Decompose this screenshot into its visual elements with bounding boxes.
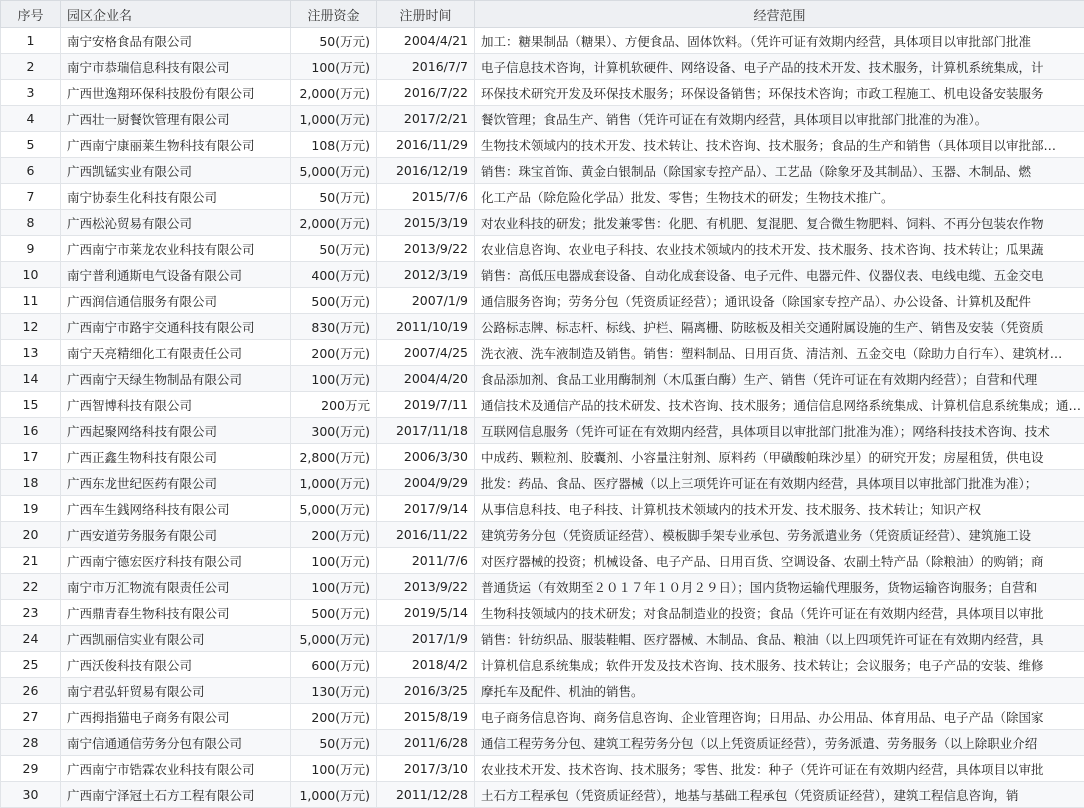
registered-capital: 1,000(万元) — [291, 470, 377, 496]
table-row[interactable] — [1, 678, 1084, 704]
registered-capital: 200(万元) — [291, 340, 377, 366]
row-number: 10 — [1, 262, 61, 288]
table-row[interactable] — [1, 626, 1084, 652]
company-name: 南宁市万汇物流有限责任公司 — [61, 574, 291, 600]
registered-capital: 1,000(万元) — [291, 106, 377, 132]
table-row[interactable] — [1, 496, 1084, 522]
business-scope: 公路标志牌、标志杆、标线、护栏、隔离栅、防眩板及相关交通附属设施的生产、销售及安装（凭资质 — [475, 314, 1084, 340]
registered-capital: 300(万元) — [291, 418, 377, 444]
company-name: 广西车生銭网络科技有限公司 — [61, 496, 291, 522]
registration-date: 2019/7/11 — [377, 392, 475, 418]
business-scope: 生物技术领域内的技术开发、技术转让、技术咨询、技术服务；食品的生产和销售（具体项目以审批部… — [475, 132, 1084, 158]
row-number: 3 — [1, 80, 61, 106]
registration-date: 2011/10/19 — [377, 314, 475, 340]
registration-date: 2004/4/20 — [377, 366, 475, 392]
table-row[interactable] — [1, 106, 1084, 132]
registration-date: 2011/6/28 — [377, 730, 475, 756]
registration-date: 2017/3/10 — [377, 756, 475, 782]
business-scope: 生物科技领域内的技术研发；对食品制造业的投资；食品（凭许可证在有效期内经营，具体项目以审批 — [475, 600, 1084, 626]
row-number: 28 — [1, 730, 61, 756]
row-number: 29 — [1, 756, 61, 782]
header-row — [1, 1, 1084, 28]
business-scope: 餐饮管理；食品生产、销售（凭许可证在有效期内经营，具体项目以审批部门批准的为准）。 — [475, 106, 1084, 132]
registration-date: 2015/8/19 — [377, 704, 475, 730]
registered-capital: 200(万元) — [291, 522, 377, 548]
row-number: 2 — [1, 54, 61, 80]
table-row[interactable] — [1, 730, 1084, 756]
registration-date: 2007/4/25 — [377, 340, 475, 366]
registration-date: 2011/12/28 — [377, 782, 475, 808]
business-scope: 加工：糖果制品（糖果）、方便食品、固体饮料。（凭许可证有效期内经营，具体项目以审批部门批准 — [475, 28, 1084, 54]
table-row[interactable] — [1, 444, 1084, 470]
registration-date: 2016/12/19 — [377, 158, 475, 184]
table-row[interactable] — [1, 340, 1084, 366]
table-row[interactable] — [1, 600, 1084, 626]
registered-capital: 50(万元) — [291, 236, 377, 262]
table-row[interactable] — [1, 470, 1084, 496]
row-number: 18 — [1, 470, 61, 496]
company-name: 广西智博科技有限公司 — [61, 392, 291, 418]
company-name: 南宁市恭瑞信息科技有限公司 — [61, 54, 291, 80]
company-name: 南宁协泰生化科技有限公司 — [61, 184, 291, 210]
row-number: 22 — [1, 574, 61, 600]
registered-capital: 100(万元) — [291, 548, 377, 574]
table-body — [1, 28, 1084, 808]
registered-capital: 100(万元) — [291, 574, 377, 600]
registration-date: 2004/9/29 — [377, 470, 475, 496]
business-scope: 摩托车及配件、机油的销售。 — [475, 678, 1084, 704]
company-name: 广西安道劳务服务有限公司 — [61, 522, 291, 548]
table-row[interactable] — [1, 782, 1084, 808]
company-name: 广西南宁市锆霖农业科技有限公司 — [61, 756, 291, 782]
row-number: 26 — [1, 678, 61, 704]
row-number: 9 — [1, 236, 61, 262]
registered-capital: 1,000(万元) — [291, 782, 377, 808]
row-number: 19 — [1, 496, 61, 522]
registration-date: 2013/9/22 — [377, 574, 475, 600]
registration-date: 2013/9/22 — [377, 236, 475, 262]
business-scope: 销售：珠宝首饰、黄金白银制品（除国家专控产品）、工艺品（除象牙及其制品）、玉器、木制品、燃 — [475, 158, 1084, 184]
row-number: 15 — [1, 392, 61, 418]
business-scope: 对农业科技的研发；批发兼零售：化肥、有机肥、复混肥、复合微生物肥料、饲料、不再分包装农作物 — [475, 210, 1084, 236]
row-number: 11 — [1, 288, 61, 314]
table-row[interactable] — [1, 236, 1084, 262]
row-number: 23 — [1, 600, 61, 626]
business-scope: 销售：高低压电器成套设备、自动化成套设备、电子元件、电器元件、仪器仪表、电线电缆、五金交电 — [475, 262, 1084, 288]
company-name: 广西凯丽信实业有限公司 — [61, 626, 291, 652]
table-row[interactable] — [1, 184, 1084, 210]
company-name: 南宁安格食品有限公司 — [61, 28, 291, 54]
business-scope: 化工产品（除危险化学品）批发、零售；生物技术的研发；生物技术推广。 — [475, 184, 1084, 210]
business-scope: 土石方工程承包（凭资质证经营），地基与基础工程承包（凭资质证经营），建筑工程信息咨询，销 — [475, 782, 1084, 808]
company-name: 广西世逸翔环保科技股份有限公司 — [61, 80, 291, 106]
row-number: 24 — [1, 626, 61, 652]
row-number: 4 — [1, 106, 61, 132]
business-scope: 对医疗器械的投资；机械设备、电子产品、日用百货、空调设备、农副土特产品（除粮油）的购销；商 — [475, 548, 1084, 574]
registration-date: 2012/3/19 — [377, 262, 475, 288]
company-name: 广西南宁市路宇交通科技有限公司 — [61, 314, 291, 340]
company-name: 广西南宁泽冠土石方工程有限公司 — [61, 782, 291, 808]
business-scope: 中成药、颗粒剂、胶囊剂、小容量注射剂、原料药（甲磺酸帕珠沙星）的研究开发；房屋租赁，供电设 — [475, 444, 1084, 470]
registered-capital: 200(万元) — [291, 704, 377, 730]
company-name: 广西凯锰实业有限公司 — [61, 158, 291, 184]
table-row[interactable] — [1, 574, 1084, 600]
table-row[interactable] — [1, 652, 1084, 678]
table-row[interactable] — [1, 210, 1084, 236]
registered-capital: 500(万元) — [291, 288, 377, 314]
business-scope: 互联网信息服务（凭许可证在有效期内经营，具体项目以审批部门批准为准）；网络科技技术咨询、技术 — [475, 418, 1084, 444]
registered-capital: 5,000(万元) — [291, 496, 377, 522]
company-name: 南宁信通通信劳务分包有限公司 — [61, 730, 291, 756]
business-scope: 从事信息科技、电子科技、计算机技术领域内的技术开发、技术服务、技术转让；知识产权 — [475, 496, 1084, 522]
company-name: 广西南宁天绿生物制品有限公司 — [61, 366, 291, 392]
registered-capital: 100(万元) — [291, 54, 377, 80]
company-name: 广西正鑫生物科技有限公司 — [61, 444, 291, 470]
company-name: 广西润信通信服务有限公司 — [61, 288, 291, 314]
business-scope: 食品添加剂、食品工业用酶制剂（木瓜蛋白酶）生产、销售（凭许可证在有效期内经营）；自营和代理 — [475, 366, 1084, 392]
business-scope: 通信工程劳务分包、建筑工程劳务分包（以上凭资质证经营），劳务派遣、劳务服务（以上除职业介绍 — [475, 730, 1084, 756]
registration-date: 2019/5/14 — [377, 600, 475, 626]
registration-date: 2018/4/2 — [377, 652, 475, 678]
business-scope: 批发：药品、食品、医疗器械（以上三项凭许可证在有效期内经营，具体项目以审批部门批准为准）； — [475, 470, 1084, 496]
row-number: 21 — [1, 548, 61, 574]
header-company-name[interactable]: 园区企业名 — [61, 1, 291, 28]
row-number: 25 — [1, 652, 61, 678]
registration-date: 2016/3/25 — [377, 678, 475, 704]
table-row[interactable] — [1, 262, 1084, 288]
company-name: 广西壮一厨餐饮管理有限公司 — [61, 106, 291, 132]
registration-date: 2016/7/7 — [377, 54, 475, 80]
company-name: 南宁君弘轩贸易有限公司 — [61, 678, 291, 704]
registration-date: 2007/1/9 — [377, 288, 475, 314]
table-row[interactable] — [1, 392, 1084, 418]
registered-capital: 100(万元) — [291, 756, 377, 782]
company-name: 南宁天亮精细化工有限责任公司 — [61, 340, 291, 366]
registration-date: 2017/11/18 — [377, 418, 475, 444]
row-number: 13 — [1, 340, 61, 366]
company-name: 广西南宁市莱龙农业科技有限公司 — [61, 236, 291, 262]
registered-capital: 2,000(万元) — [291, 80, 377, 106]
registered-capital: 2,000(万元) — [291, 210, 377, 236]
business-scope: 环保技术研究开发及环保技术服务；环保设备销售；环保技术咨询；市政工程施工、机电设备安装服务 — [475, 80, 1084, 106]
table-row[interactable] — [1, 522, 1084, 548]
registered-capital: 200万元 — [291, 392, 377, 418]
registration-date: 2004/4/21 — [377, 28, 475, 54]
company-name: 广西南宁德宏医疗科技有限公司 — [61, 548, 291, 574]
table-row[interactable] — [1, 418, 1084, 444]
business-scope: 建筑劳务分包（凭资质证经营）、模板脚手架专业承包、劳务派遣业务（凭资质证经营）、建筑施工设 — [475, 522, 1084, 548]
row-number: 1 — [1, 28, 61, 54]
business-scope: 计算机信息系统集成；软件开发及技术咨询、技术服务、技术转让；会议服务；电子产品的安装、维修 — [475, 652, 1084, 678]
row-number: 7 — [1, 184, 61, 210]
registration-date: 2011/7/6 — [377, 548, 475, 574]
business-scope: 通信技术及通信产品的技术研发、技术咨询、技术服务；通信信息网络系统集成、计算机信息系统集成；通… — [475, 392, 1084, 418]
company-name: 南宁普利通斯电气设备有限公司 — [61, 262, 291, 288]
registered-capital: 500(万元) — [291, 600, 377, 626]
business-scope: 洗衣液、洗车液制造及销售。销售：塑料制品、日用百货、清洁剂、五金交电（除助力自行车）、建筑材… — [475, 340, 1084, 366]
registered-capital: 400(万元) — [291, 262, 377, 288]
registered-capital: 130(万元) — [291, 678, 377, 704]
row-number: 30 — [1, 782, 61, 808]
table-row[interactable] — [1, 756, 1084, 782]
table-row[interactable] — [1, 54, 1084, 80]
business-scope: 农业信息咨询、农业电子科技、农业技术领域内的技术开发、技术服务、技术咨询、技术转让；瓜果蔬 — [475, 236, 1084, 262]
row-number: 20 — [1, 522, 61, 548]
registration-date: 2015/7/6 — [377, 184, 475, 210]
registration-date: 2016/7/22 — [377, 80, 475, 106]
table-row[interactable] — [1, 548, 1084, 574]
company-name: 广西起聚网络科技有限公司 — [61, 418, 291, 444]
row-number: 14 — [1, 366, 61, 392]
business-scope: 电子商务信息咨询、商务信息咨询、企业管理咨询；日用品、办公用品、体育用品、电子产品（除国家 — [475, 704, 1084, 730]
table-row[interactable] — [1, 314, 1084, 340]
table-row[interactable] — [1, 80, 1084, 106]
company-name: 广西南宁康丽莱生物科技有限公司 — [61, 132, 291, 158]
header-capital[interactable]: 注册资金 — [291, 1, 377, 28]
registration-date: 2017/1/9 — [377, 626, 475, 652]
table-row[interactable] — [1, 158, 1084, 184]
registered-capital: 830(万元) — [291, 314, 377, 340]
company-name: 广西东龙世纪医药有限公司 — [61, 470, 291, 496]
row-number: 27 — [1, 704, 61, 730]
company-name: 广西拇指猫电子商务有限公司 — [61, 704, 291, 730]
header-date[interactable]: 注册时间 — [377, 1, 475, 28]
registration-date: 2017/2/21 — [377, 106, 475, 132]
registered-capital: 2,800(万元) — [291, 444, 377, 470]
registered-capital: 50(万元) — [291, 730, 377, 756]
registered-capital: 5,000(万元) — [291, 626, 377, 652]
row-number: 16 — [1, 418, 61, 444]
business-scope: 农业技术开发、技术咨询、技术服务；零售、批发：种子（凭许可证在有效期内经营，具体项目以审批 — [475, 756, 1084, 782]
table-row[interactable] — [1, 704, 1084, 730]
table-row[interactable] — [1, 28, 1084, 54]
company-name: 广西松沁贸易有限公司 — [61, 210, 291, 236]
registration-date: 2016/11/29 — [377, 132, 475, 158]
header-no[interactable]: 序号 — [1, 1, 61, 28]
business-scope: 普通货运（有效期至２０１７年１０月２９日）；国内货物运输代理服务，货物运输咨询服务；自营和 — [475, 574, 1084, 600]
company-name: 广西鼎青春生物科技有限公司 — [61, 600, 291, 626]
registered-capital: 108(万元) — [291, 132, 377, 158]
table-row[interactable] — [1, 288, 1084, 314]
registration-date: 2016/11/22 — [377, 522, 475, 548]
row-number: 6 — [1, 158, 61, 184]
registration-date: 2006/3/30 — [377, 444, 475, 470]
row-number: 12 — [1, 314, 61, 340]
registered-capital: 600(万元) — [291, 652, 377, 678]
row-number: 8 — [1, 210, 61, 236]
business-scope: 销售：针纺织品、服装鞋帽、医疗器械、木制品、食品、粮油（以上四项凭许可证在有效期内经营，具 — [475, 626, 1084, 652]
row-number: 17 — [1, 444, 61, 470]
table-row[interactable] — [1, 366, 1084, 392]
business-scope: 通信服务咨询；劳务分包（凭资质证经营）；通讯设备（除国家专控产品）、办公设备、计算机及配件 — [475, 288, 1084, 314]
registration-date: 2015/3/19 — [377, 210, 475, 236]
registered-capital: 50(万元) — [291, 28, 377, 54]
registration-date: 2017/9/14 — [377, 496, 475, 522]
registered-capital: 100(万元) — [291, 366, 377, 392]
registered-capital: 5,000(万元) — [291, 158, 377, 184]
business-scope: 电子信息技术咨询，计算机软硬件、网络设备、电子产品的技术开发、技术服务，计算机系统集成，计 — [475, 54, 1084, 80]
table-row[interactable] — [1, 132, 1084, 158]
company-name: 广西沃俊科技有限公司 — [61, 652, 291, 678]
header-scope[interactable]: 经营范围 — [475, 1, 1084, 28]
row-number: 5 — [1, 132, 61, 158]
registered-capital: 50(万元) — [291, 184, 377, 210]
